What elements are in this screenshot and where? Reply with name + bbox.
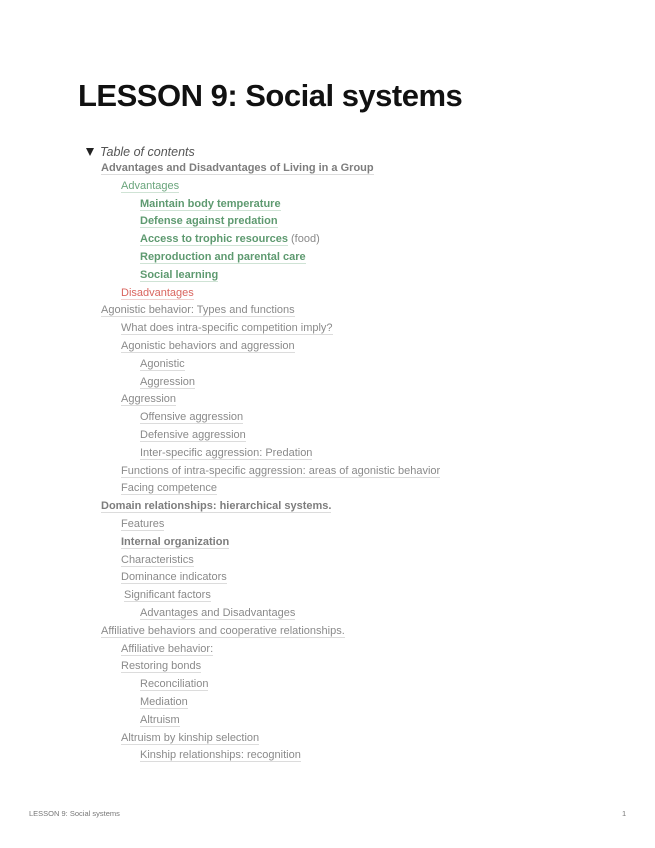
toc-link[interactable]: Affiliative behavior: (121, 642, 214, 655)
toc-item (86, 320, 606, 338)
toc-item (86, 249, 606, 267)
toc-item (86, 658, 606, 676)
toc-link[interactable]: Domain relationships: hierarchical systems. (101, 500, 332, 513)
toc-link[interactable]: What does intra-specific competition imply? (121, 322, 333, 335)
toc-item (86, 623, 606, 641)
toc-toggle[interactable] (86, 143, 606, 160)
toc-item (86, 178, 606, 196)
toc-link[interactable]: Agonistic behavior: Types and functions (101, 304, 295, 317)
triangle-down-icon (86, 148, 94, 156)
toc-link[interactable]: Inter-specific aggression: Predation (140, 446, 313, 459)
toc-item (86, 213, 606, 231)
table-of-contents (86, 143, 606, 765)
toc-item (86, 391, 606, 409)
toc-item (86, 747, 606, 765)
toc-item (86, 498, 606, 516)
toc-link[interactable]: Maintain body temperature (140, 197, 281, 210)
toc-link[interactable]: Internal organization (121, 535, 230, 548)
toc-item (86, 409, 606, 427)
toc-link-suffix: (food) (287, 233, 320, 246)
toc-link[interactable]: Restoring bonds (121, 660, 202, 673)
toc-item (86, 694, 606, 712)
toc-item (86, 569, 606, 587)
toc-link[interactable]: Functions of intra-specific aggression: areas of agonistic behavior (121, 464, 441, 477)
toc-link[interactable]: Advantages and Disadvantages of Living in a Group (101, 162, 374, 174)
toc-link[interactable]: Social learning (140, 268, 219, 281)
toc-link[interactable]: Access to trophic resources (140, 233, 288, 246)
toc-item (86, 285, 606, 303)
toc-item (86, 605, 606, 623)
toc-item (86, 427, 606, 445)
toc-link[interactable]: Mediation (140, 695, 188, 708)
toc-link[interactable]: Disadvantages (121, 286, 194, 299)
toc-item (86, 712, 606, 730)
footer-title: LESSON 9: Social systems (29, 809, 120, 818)
toc-link[interactable]: Significant factors (124, 589, 211, 602)
toc-link[interactable]: Dominance indicators (121, 571, 227, 584)
toc-link[interactable]: Aggression (121, 393, 177, 406)
toc-link[interactable]: Agonistic behaviors and aggression (121, 339, 295, 352)
toc-list (86, 160, 606, 765)
toc-link[interactable]: Defensive aggression (140, 428, 246, 441)
toc-summary-label: Table of contents (100, 144, 195, 159)
toc-item (86, 463, 606, 481)
toc-link[interactable]: Defense against predation (140, 215, 278, 228)
toc-link[interactable]: Kinship relationships: recognition (140, 749, 301, 762)
toc-link[interactable]: Aggression (140, 375, 196, 388)
toc-item (86, 160, 606, 178)
toc-item (86, 374, 606, 392)
toc-item (86, 196, 606, 214)
toc-link[interactable]: Reproduction and parental care (140, 250, 306, 263)
toc-link[interactable]: Advantages and Disadvantages (140, 606, 296, 619)
toc-item (86, 730, 606, 748)
toc-link[interactable]: Altruism by kinship selection (121, 731, 260, 744)
toc-item (86, 516, 606, 534)
toc-link[interactable]: Reconciliation (140, 678, 209, 691)
footer-page-number: 1 (622, 809, 627, 818)
toc-link[interactable]: Agonistic (140, 357, 185, 370)
toc-link[interactable]: Advantages (121, 179, 180, 192)
toc-item (86, 267, 606, 285)
toc-item (86, 552, 606, 570)
toc-link[interactable]: Features (121, 517, 165, 530)
toc-link[interactable]: Characteristics (121, 553, 194, 566)
toc-link[interactable]: Facing competence (121, 482, 217, 495)
toc-item (86, 641, 606, 659)
toc-item (86, 676, 606, 694)
toc-item (86, 338, 606, 356)
toc-link[interactable]: Altruism (140, 713, 180, 726)
toc-item (86, 587, 606, 605)
toc-link[interactable]: Offensive aggression (140, 411, 244, 424)
toc-link[interactable]: Affiliative behaviors and cooperative relationships. (101, 624, 345, 637)
toc-item (86, 445, 606, 463)
page-title: LESSON 9: Social systems (78, 78, 463, 113)
toc-item (86, 302, 606, 320)
toc-item (86, 480, 606, 498)
toc-item (86, 231, 606, 249)
toc-item (86, 356, 606, 374)
toc-item (86, 534, 606, 552)
